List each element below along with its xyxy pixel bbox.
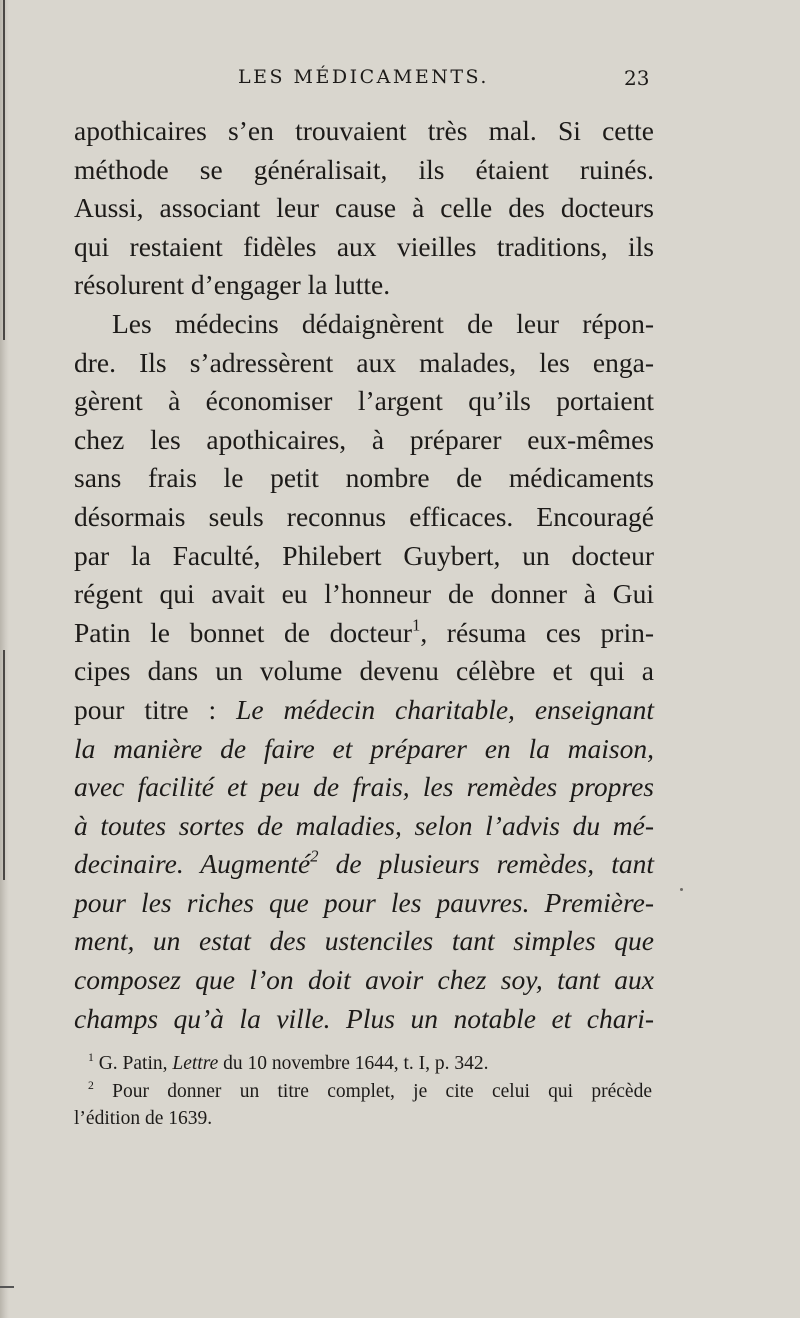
book-title-line: champs qu’à la ville. Plus un notable et chari- [74,1002,654,1034]
footnote-italic: Lettre [172,1053,219,1074]
text-line: méthode se généralisait, ils étaient ruinés. [74,153,654,185]
text-line: Aussi, associant leur cause à celle des docteurs [74,192,654,224]
edge-mark [0,1286,14,1288]
text-segment: pour titre : [74,693,237,725]
book-title-line [74,845,654,884]
text-line: par la Faculté, Philebert Guybert, un docteur [74,539,654,571]
book-title-line: ment, un estat des ustenciles tant simples que [74,925,654,957]
book-title-line: avec facilité et peu de frais, les remèdes propres [74,771,654,803]
text-line: régent qui avait eu l’honneur de donner à Gui [74,578,654,610]
book-title-line: à toutes sortes de maladies, selon l’advis du mé- [74,809,654,841]
footnote-2-cont: l’édition de 1639. [74,1108,213,1129]
page-number: 23 [624,66,650,90]
footnotes [74,1050,652,1133]
paper-speck [680,888,683,891]
text-segment: Patin le bonnet de docteur [74,616,413,648]
text-line [74,614,654,653]
footnote-ref-1[interactable]: 1 [412,615,421,635]
text-segment: de plusieurs remèdes, tant [318,848,654,880]
text-line: désormais seuls reconnus efficaces. Encouragé [74,500,654,532]
text-line: gèrent à économiser l’argent qu’ils portaient [74,385,654,417]
text-line: cipes dans un volume devenu célèbre et qui a [74,655,654,687]
text-line: dre. Ils s’adressèrent aux malades, les enga- [74,346,654,378]
text-line: qui restaient fidèles aux vieilles traditions, ils [74,230,654,262]
body-text [74,112,654,1038]
footnote-1 [74,1050,652,1078]
book-title-line: composez que l’on doit avoir chez soy, tant aux [74,964,654,996]
book-title-italic: Le médecin charitable, enseignant [236,693,654,725]
footnote-text: Pour donner un titre complet, je cite celui qui précède [93,1080,652,1102]
spine-shadow-line [3,650,5,880]
text-line: sans frais le petit nombre de médicaments [74,462,654,494]
text-segment: , résuma ces prin- [420,616,655,648]
text-line [74,691,654,730]
text-segment: decinaire. Augmenté [74,848,311,880]
book-title-line: la manière de faire et préparer en la maison, [74,732,654,764]
footnote-mark: 2 [88,1078,94,1092]
text-line: chez les apothicaires, à préparer eux-mêmes [74,423,654,455]
text-line: apothicaires s’en trouvaient très mal. Si cette [74,115,654,146]
text-line: résolurent d’engager la lutte. [74,269,391,301]
footnote-text: du 10 novembre 1644, t. I, p. 342. [218,1053,489,1074]
running-title: LES MÉDICAMENTS. [238,66,489,88]
footnote-mark: 1 [88,1050,94,1064]
footnote-text: G. Patin, [93,1053,173,1074]
text-line: Les médecins dédaignèrent de leur répon- [112,307,654,339]
footnote-2 [74,1078,652,1106]
spine-shadow-line [3,0,5,340]
book-title-line: pour les riches que pour les pauvres. Première- [74,886,654,918]
footnote-ref-2[interactable]: 2 [310,846,319,866]
